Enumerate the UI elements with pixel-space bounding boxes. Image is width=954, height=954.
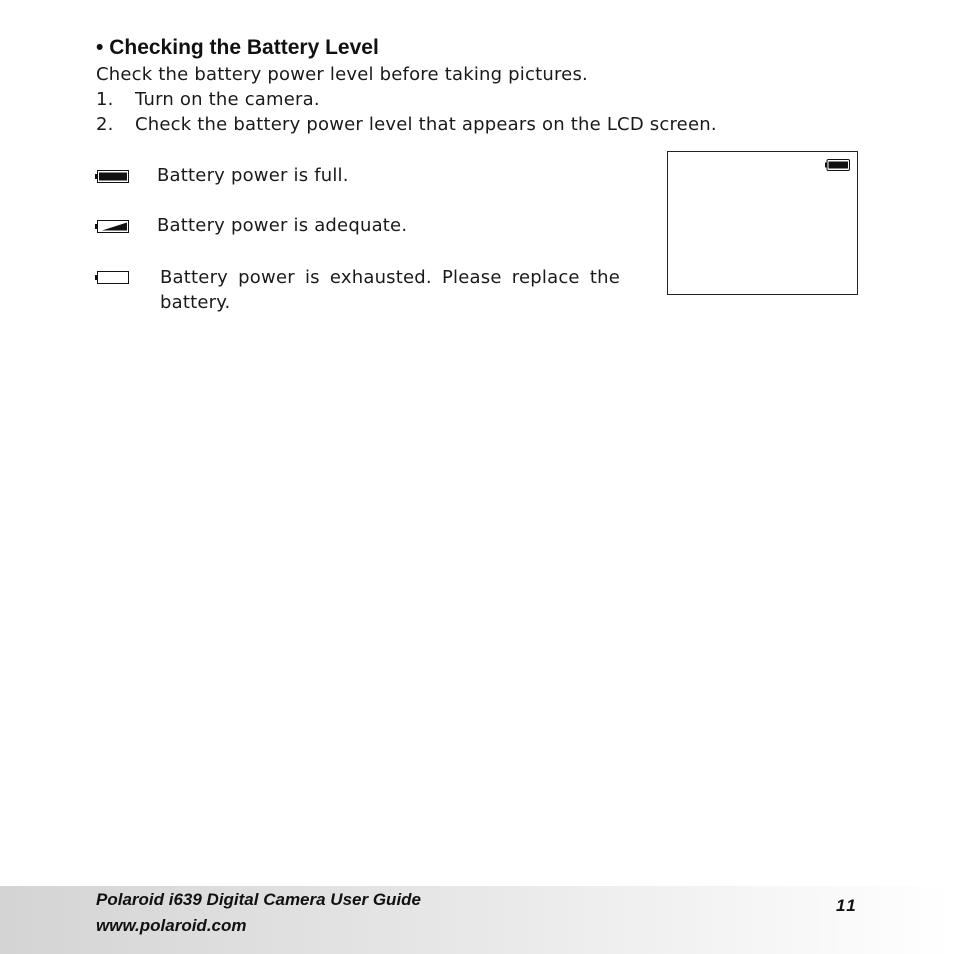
step-text: Check the battery power level that appears on the LCD screen. xyxy=(135,114,717,135)
battery-exhausted-icon xyxy=(95,271,129,284)
footer-title: Polaroid i639 Digital Camera User Guide xyxy=(96,890,422,909)
battery-full-icon xyxy=(95,170,129,183)
step-number: 1. xyxy=(96,89,114,110)
intro-text: Check the battery power level before taking pictures. xyxy=(96,64,588,85)
battery-level-text: Battery power is full. xyxy=(157,165,349,186)
step-text: Turn on the camera. xyxy=(135,89,320,110)
battery-full-icon xyxy=(825,159,850,171)
lcd-screen-illustration xyxy=(667,151,858,295)
battery-level-text: Battery power is adequate. xyxy=(157,215,408,236)
heading-bullet: • xyxy=(96,36,104,59)
footer-url: www.polaroid.com xyxy=(96,916,247,935)
step-number: 2. xyxy=(96,114,114,135)
heading-text: Checking the Battery Level xyxy=(109,36,379,59)
step-item xyxy=(96,89,320,110)
page-number: 11 xyxy=(836,896,858,915)
page-footer xyxy=(0,886,954,954)
step-item xyxy=(96,114,717,135)
battery-level-text: Battery power is exhausted. Please replace the battery. xyxy=(160,267,620,313)
section-heading xyxy=(96,36,379,60)
battery-adequate-icon xyxy=(95,220,129,233)
